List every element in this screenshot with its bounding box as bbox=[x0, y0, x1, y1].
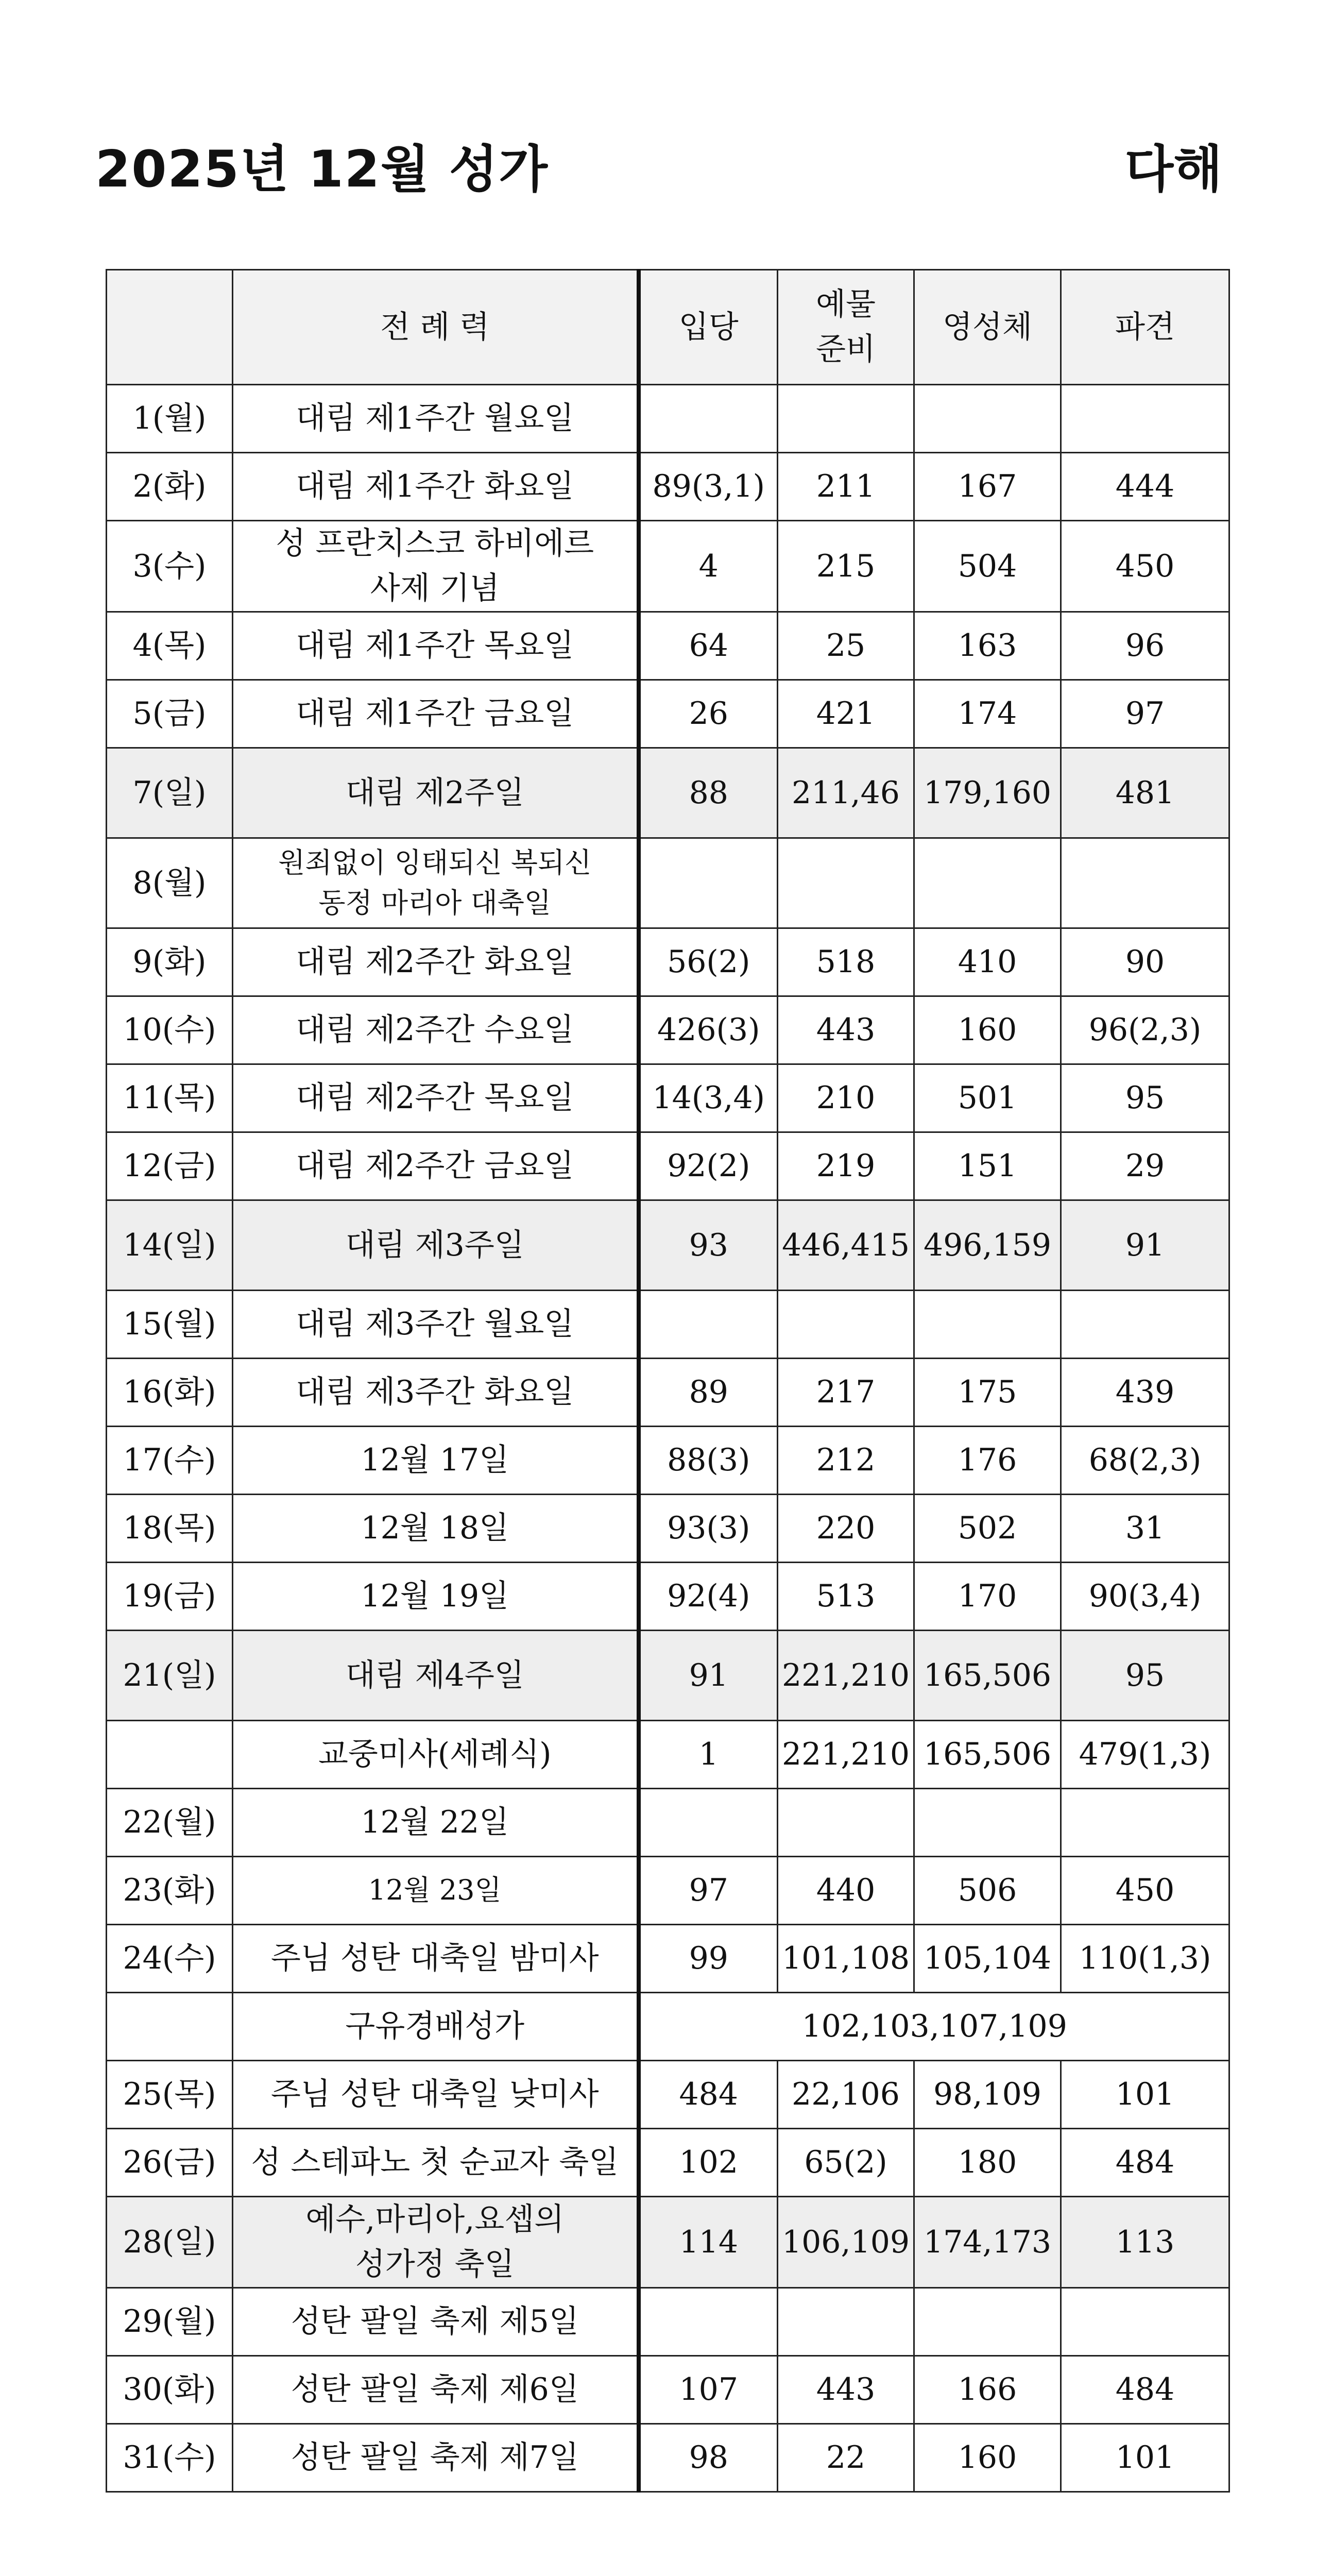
offertory-cell: 211,46 bbox=[778, 748, 914, 838]
table-row bbox=[107, 2129, 1229, 2197]
liturgy-cell: 대림 제1주간 화요일 bbox=[233, 453, 639, 521]
entrance-cell bbox=[639, 2288, 778, 2356]
offertory-cell: 513 bbox=[778, 1563, 914, 1631]
liturgy-cell: 대림 제2주일 bbox=[233, 748, 639, 838]
day-cell: 7(일) bbox=[107, 748, 233, 838]
liturgy-cell: 성 스테파노 첫 순교자 축일 bbox=[233, 2129, 639, 2197]
day-cell: 2(화) bbox=[107, 453, 233, 521]
offertory-cell: 221,210 bbox=[778, 1631, 914, 1721]
entrance-cell: 88(3) bbox=[639, 1427, 778, 1495]
communion-cell: 160 bbox=[914, 996, 1061, 1064]
dismissal-cell bbox=[1061, 1789, 1229, 1857]
offertory-cell: 22,106 bbox=[778, 2061, 914, 2129]
liturgy-cell: 대림 제2주간 금요일 bbox=[233, 1132, 639, 1200]
schedule-body bbox=[107, 385, 1229, 2492]
offertory-cell: 215 bbox=[778, 521, 914, 612]
liturgy-cell: 교중미사(세례식) bbox=[233, 1721, 639, 1789]
day-cell: 3(수) bbox=[107, 521, 233, 612]
dismissal-cell: 439 bbox=[1061, 1359, 1229, 1427]
liturgy-cell: 12월 17일 bbox=[233, 1427, 639, 1495]
liturgy-cell: 12월 23일 bbox=[233, 1857, 639, 1925]
dismissal-cell: 97 bbox=[1061, 680, 1229, 748]
communion-cell: 501 bbox=[914, 1064, 1061, 1132]
dismissal-cell: 484 bbox=[1061, 2356, 1229, 2424]
dismissal-cell: 29 bbox=[1061, 1132, 1229, 1200]
liturgy-cell: 대림 제1주간 목요일 bbox=[233, 612, 639, 680]
dismissal-cell: 90(3,4) bbox=[1061, 1563, 1229, 1631]
entrance-cell: 1 bbox=[639, 1721, 778, 1789]
dismissal-cell: 479(1,3) bbox=[1061, 1721, 1229, 1789]
entrance-cell: 89 bbox=[639, 1359, 778, 1427]
communion-cell: 163 bbox=[914, 612, 1061, 680]
day-cell: 23(화) bbox=[107, 1857, 233, 1925]
table-row bbox=[107, 2356, 1229, 2424]
liturgy-cell: 원죄없이 잉태되신 복되신 동정 마리아 대축일 bbox=[233, 838, 639, 928]
dismissal-cell: 90 bbox=[1061, 928, 1229, 996]
offertory-cell bbox=[778, 838, 914, 928]
liturgy-cell: 성탄 팔일 축제 제6일 bbox=[233, 2356, 639, 2424]
dismissal-cell: 444 bbox=[1061, 453, 1229, 521]
communion-cell bbox=[914, 2288, 1061, 2356]
day-cell: 12(금) bbox=[107, 1132, 233, 1200]
dismissal-cell: 96 bbox=[1061, 612, 1229, 680]
offertory-cell: 25 bbox=[778, 612, 914, 680]
communion-cell bbox=[914, 385, 1061, 453]
communion-cell: 160 bbox=[914, 2424, 1061, 2492]
table-row bbox=[107, 385, 1229, 453]
liturgy-cell: 대림 제1주간 월요일 bbox=[233, 385, 639, 453]
day-cell: 25(목) bbox=[107, 2061, 233, 2129]
table-row bbox=[107, 2424, 1229, 2492]
communion-cell: 166 bbox=[914, 2356, 1061, 2424]
liturgy-cell: 주님 성탄 대축일 낮미사 bbox=[233, 2061, 639, 2129]
table-row bbox=[107, 2288, 1229, 2356]
liturgy-cell: 12월 18일 bbox=[233, 1495, 639, 1563]
liturgy-cell: 대림 제2주간 화요일 bbox=[233, 928, 639, 996]
liturgy-cell: 12월 22일 bbox=[233, 1789, 639, 1857]
day-cell: 1(월) bbox=[107, 385, 233, 453]
offertory-cell: 211 bbox=[778, 453, 914, 521]
communion-cell: 506 bbox=[914, 1857, 1061, 1925]
table-row bbox=[107, 1359, 1229, 1427]
entrance-cell: 97 bbox=[639, 1857, 778, 1925]
day-cell: 11(목) bbox=[107, 1064, 233, 1132]
dismissal-cell: 96(2,3) bbox=[1061, 996, 1229, 1064]
entrance-cell: 484 bbox=[639, 2061, 778, 2129]
day-cell: 28(일) bbox=[107, 2197, 233, 2288]
table-row bbox=[107, 1291, 1229, 1359]
entrance-cell: 93 bbox=[639, 1200, 778, 1291]
offertory-cell: 421 bbox=[778, 680, 914, 748]
dismissal-cell bbox=[1061, 385, 1229, 453]
table-row bbox=[107, 1495, 1229, 1563]
communion-cell: 105,104 bbox=[914, 1925, 1061, 1993]
dismissal-cell: 101 bbox=[1061, 2424, 1229, 2492]
col-header-dismissal: 파견 bbox=[1061, 270, 1229, 385]
offertory-cell: 22 bbox=[778, 2424, 914, 2492]
day-cell: 8(월) bbox=[107, 838, 233, 928]
table-row bbox=[107, 1132, 1229, 1200]
table-row bbox=[107, 996, 1229, 1064]
entrance-cell: 91 bbox=[639, 1631, 778, 1721]
offertory-cell: 221,210 bbox=[778, 1721, 914, 1789]
entrance-cell: 93(3) bbox=[639, 1495, 778, 1563]
col-header-day bbox=[107, 270, 233, 385]
table-row bbox=[107, 1789, 1229, 1857]
table-row bbox=[107, 1925, 1229, 1993]
table-row bbox=[107, 2061, 1229, 2129]
liturgy-cell: 대림 제2주간 목요일 bbox=[233, 1064, 639, 1132]
dismissal-cell: 110(1,3) bbox=[1061, 1925, 1229, 1993]
table-row bbox=[107, 748, 1229, 838]
day-cell: 15(월) bbox=[107, 1291, 233, 1359]
page-title: 2025년 12월 성가 bbox=[95, 140, 549, 199]
communion-cell: 410 bbox=[914, 928, 1061, 996]
offertory-cell: 217 bbox=[778, 1359, 914, 1427]
merged-hymns-cell: 102,103,107,109 bbox=[639, 1993, 1229, 2061]
offertory-cell: 443 bbox=[778, 2356, 914, 2424]
entrance-cell: 89(3,1) bbox=[639, 453, 778, 521]
offertory-cell: 518 bbox=[778, 928, 914, 996]
dismissal-cell bbox=[1061, 1291, 1229, 1359]
day-cell: 9(화) bbox=[107, 928, 233, 996]
table-row bbox=[107, 838, 1229, 928]
entrance-cell: 64 bbox=[639, 612, 778, 680]
liturgy-cell: 성 프란치스코 하비에르 사제 기념 bbox=[233, 521, 639, 612]
offertory-cell: 65(2) bbox=[778, 2129, 914, 2197]
entrance-cell: 99 bbox=[639, 1925, 778, 1993]
offertory-cell bbox=[778, 385, 914, 453]
day-cell: 18(목) bbox=[107, 1495, 233, 1563]
liturgy-cell: 대림 제3주간 화요일 bbox=[233, 1359, 639, 1427]
table-row bbox=[107, 1721, 1229, 1789]
author-name: 다해 bbox=[1124, 140, 1222, 199]
communion-cell: 180 bbox=[914, 2129, 1061, 2197]
table-row bbox=[107, 1427, 1229, 1495]
offertory-cell: 106,109 bbox=[778, 2197, 914, 2288]
table-row bbox=[107, 1857, 1229, 1925]
liturgy-cell: 대림 제1주간 금요일 bbox=[233, 680, 639, 748]
table-row bbox=[107, 453, 1229, 521]
offertory-cell bbox=[778, 1789, 914, 1857]
offertory-cell: 210 bbox=[778, 1064, 914, 1132]
communion-cell bbox=[914, 1789, 1061, 1857]
dismissal-cell bbox=[1061, 838, 1229, 928]
offertory-cell: 220 bbox=[778, 1495, 914, 1563]
offertory-cell: 446,415 bbox=[778, 1200, 914, 1291]
dismissal-cell: 450 bbox=[1061, 521, 1229, 612]
entrance-cell: 88 bbox=[639, 748, 778, 838]
liturgy-cell: 대림 제2주간 수요일 bbox=[233, 996, 639, 1064]
col-header-communion: 영성체 bbox=[914, 270, 1061, 385]
header-row bbox=[107, 270, 1229, 385]
communion-cell: 151 bbox=[914, 1132, 1061, 1200]
liturgy-cell: 구유경배성가 bbox=[233, 1993, 639, 2061]
entrance-cell bbox=[639, 1291, 778, 1359]
offertory-cell: 440 bbox=[778, 1857, 914, 1925]
table-row bbox=[107, 1064, 1229, 1132]
table-row bbox=[107, 1200, 1229, 1291]
communion-cell: 174 bbox=[914, 680, 1061, 748]
day-cell: 21(일) bbox=[107, 1631, 233, 1721]
dismissal-cell: 95 bbox=[1061, 1064, 1229, 1132]
communion-cell: 167 bbox=[914, 453, 1061, 521]
dismissal-cell: 484 bbox=[1061, 2129, 1229, 2197]
offertory-cell: 101,108 bbox=[778, 1925, 914, 1993]
communion-cell: 176 bbox=[914, 1427, 1061, 1495]
entrance-cell: 26 bbox=[639, 680, 778, 748]
offertory-cell bbox=[778, 1291, 914, 1359]
liturgy-cell: 대림 제3주일 bbox=[233, 1200, 639, 1291]
dismissal-cell: 113 bbox=[1061, 2197, 1229, 2288]
dismissal-cell bbox=[1061, 2288, 1229, 2356]
day-cell: 29(월) bbox=[107, 2288, 233, 2356]
dismissal-cell: 101 bbox=[1061, 2061, 1229, 2129]
day-cell: 4(목) bbox=[107, 612, 233, 680]
dismissal-cell: 68(2,3) bbox=[1061, 1427, 1229, 1495]
entrance-cell: 107 bbox=[639, 2356, 778, 2424]
entrance-cell: 92(2) bbox=[639, 1132, 778, 1200]
day-cell: 26(금) bbox=[107, 2129, 233, 2197]
entrance-cell bbox=[639, 1789, 778, 1857]
table-row bbox=[107, 1631, 1229, 1721]
dismissal-cell: 481 bbox=[1061, 748, 1229, 838]
liturgy-cell: 성탄 팔일 축제 제5일 bbox=[233, 2288, 639, 2356]
entrance-cell: 426(3) bbox=[639, 996, 778, 1064]
day-cell: 31(수) bbox=[107, 2424, 233, 2492]
day-cell: 5(금) bbox=[107, 680, 233, 748]
offertory-cell: 443 bbox=[778, 996, 914, 1064]
dismissal-cell: 91 bbox=[1061, 1200, 1229, 1291]
offertory-cell: 212 bbox=[778, 1427, 914, 1495]
dismissal-cell: 95 bbox=[1061, 1631, 1229, 1721]
entrance-cell bbox=[639, 385, 778, 453]
table-row bbox=[107, 1563, 1229, 1631]
day-cell bbox=[107, 1721, 233, 1789]
liturgy-cell: 주님 성탄 대축일 밤미사 bbox=[233, 1925, 639, 1993]
dismissal-cell: 31 bbox=[1061, 1495, 1229, 1563]
communion-cell: 98,109 bbox=[914, 2061, 1061, 2129]
liturgy-cell: 대림 제4주일 bbox=[233, 1631, 639, 1721]
offertory-cell: 219 bbox=[778, 1132, 914, 1200]
day-cell: 22(월) bbox=[107, 1789, 233, 1857]
table-row bbox=[107, 680, 1229, 748]
entrance-cell: 114 bbox=[639, 2197, 778, 2288]
communion-cell: 165,506 bbox=[914, 1631, 1061, 1721]
liturgy-cell: 성탄 팔일 축제 제7일 bbox=[233, 2424, 639, 2492]
day-cell: 16(화) bbox=[107, 1359, 233, 1427]
liturgy-cell: 대림 제3주간 월요일 bbox=[233, 1291, 639, 1359]
day-cell: 19(금) bbox=[107, 1563, 233, 1631]
communion-cell: 504 bbox=[914, 521, 1061, 612]
table-row bbox=[107, 612, 1229, 680]
communion-cell: 175 bbox=[914, 1359, 1061, 1427]
communion-cell: 170 bbox=[914, 1563, 1061, 1631]
day-cell: 14(일) bbox=[107, 1200, 233, 1291]
offertory-cell bbox=[778, 2288, 914, 2356]
table-row bbox=[107, 2197, 1229, 2288]
day-cell bbox=[107, 1993, 233, 2061]
liturgy-cell: 12월 19일 bbox=[233, 1563, 639, 1631]
communion-cell bbox=[914, 838, 1061, 928]
day-cell: 10(수) bbox=[107, 996, 233, 1064]
entrance-cell: 56(2) bbox=[639, 928, 778, 996]
communion-cell bbox=[914, 1291, 1061, 1359]
communion-cell: 502 bbox=[914, 1495, 1061, 1563]
dismissal-cell: 450 bbox=[1061, 1857, 1229, 1925]
entrance-cell: 14(3,4) bbox=[639, 1064, 778, 1132]
col-header-entrance: 입당 bbox=[639, 270, 778, 385]
entrance-cell: 102 bbox=[639, 2129, 778, 2197]
day-cell: 17(수) bbox=[107, 1427, 233, 1495]
col-header-offertory: 예물 준비 bbox=[778, 270, 914, 385]
entrance-cell: 92(4) bbox=[639, 1563, 778, 1631]
liturgy-cell: 예수,마리아,요셉의 성가정 축일 bbox=[233, 2197, 639, 2288]
communion-cell: 174,173 bbox=[914, 2197, 1061, 2288]
col-header-liturgy: 전 례 력 bbox=[233, 270, 639, 385]
table-row bbox=[107, 521, 1229, 612]
table-row bbox=[107, 1993, 1229, 2061]
entrance-cell: 4 bbox=[639, 521, 778, 612]
communion-cell: 179,160 bbox=[914, 748, 1061, 838]
day-cell: 30(화) bbox=[107, 2356, 233, 2424]
table-row bbox=[107, 928, 1229, 996]
entrance-cell: 98 bbox=[639, 2424, 778, 2492]
communion-cell: 165,506 bbox=[914, 1721, 1061, 1789]
communion-cell: 496,159 bbox=[914, 1200, 1061, 1291]
day-cell: 24(수) bbox=[107, 1925, 233, 1993]
hymn-schedule-table bbox=[106, 269, 1230, 2493]
entrance-cell bbox=[639, 838, 778, 928]
